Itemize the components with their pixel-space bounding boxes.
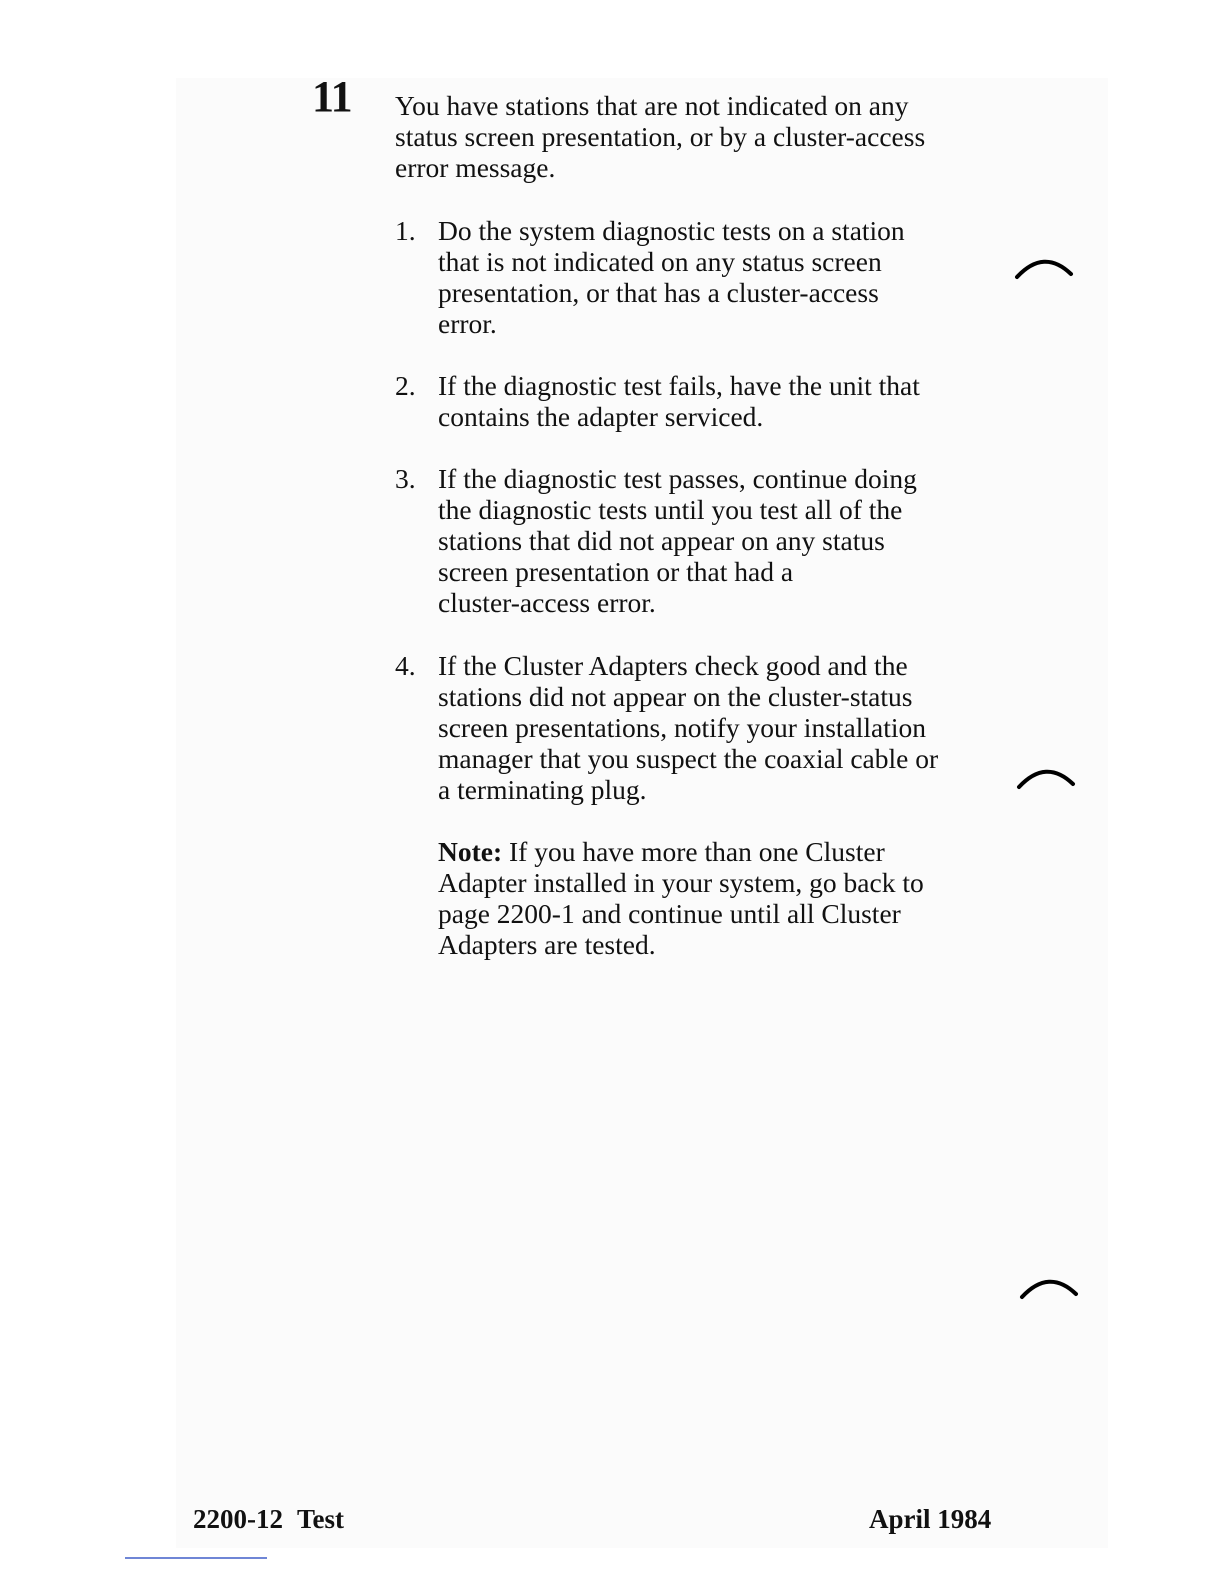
footer-page-number: 2200-12 [193,1504,283,1534]
step-intro-text: You have stations that are not indicated on any status screen presentation, or by a cluster-access error message. [395,90,926,183]
note-label: Note: [438,836,503,867]
footer-date: April 1984 [869,1504,992,1534]
note-text: If you have more than one Cluster Adapter installed in your system, go back to page 2200-1 and continue until all Cluster Adapters are tested. [438,836,924,960]
scan-edge-line [125,1557,267,1559]
binder-tab-mark-icon [1014,252,1074,282]
list-item-text: If the diagnostic test passes, continue doing the diagnostic tests until you test all of the stations that did not appear on any status screen presentation or that had a cluster-access error. [438,463,917,618]
note-block [438,836,1038,960]
list-item-number: 2. [395,370,416,401]
footer-page-id [193,1503,344,1535]
step-number: 11 [312,72,352,121]
list-item-text: Do the system diagnostic tests on a station that is not indicated on any status screen presentation, or that has a cluster-access error. [438,215,905,339]
list-item-number: 1. [395,215,416,246]
binder-tab-mark-icon [1019,1272,1079,1302]
list-item-number: 4. [395,650,416,681]
list-item-number: 3. [395,463,416,494]
footer-section: Test [297,1504,345,1534]
binder-tab-mark-icon [1016,762,1076,792]
list-item-text: If the Cluster Adapters check good and the stations did not appear on the cluster-status screen presentations, notify your installation manager that you suspect the coaxial cable or a terminating plug. [438,650,939,805]
list-item-text: If the diagnostic test fails, have the unit that contains the adapter serviced. [438,370,920,432]
